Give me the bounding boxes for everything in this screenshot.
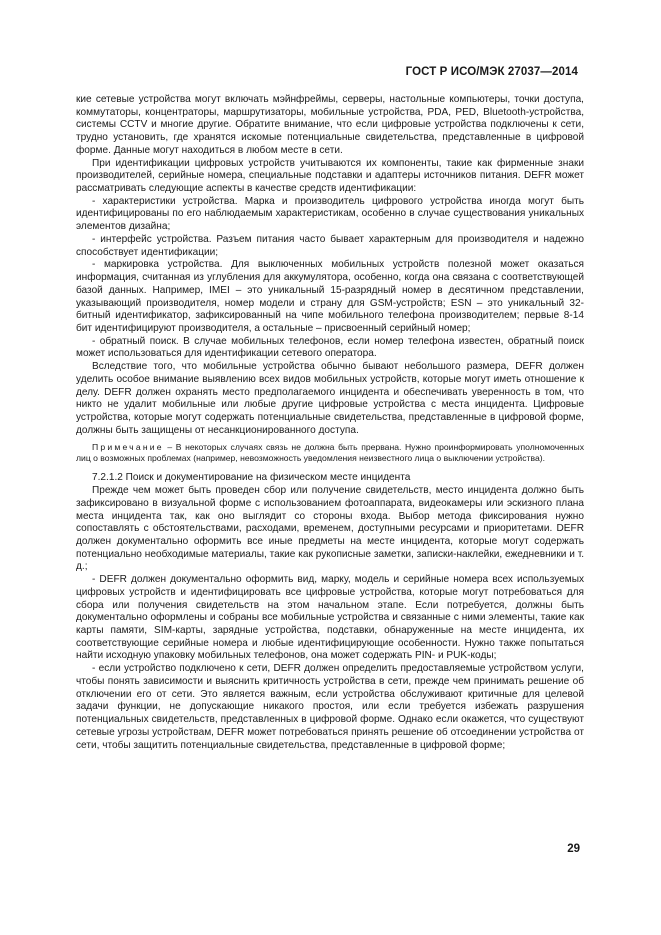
list-item: - обратный поиск. В случае мобильных телефонов, если номер телефона известен, обратный поиск может использоваться для идентификации сетевого оператора.: [76, 335, 584, 360]
note: [76, 442, 584, 464]
document-header: ГОСТ Р ИСО/МЭК 27037—2014: [405, 66, 578, 78]
section-subheading: 7.2.1.2 Поиск и документирование на физическом месте инцидента: [92, 472, 411, 484]
paragraph: Прежде чем может быть проведен сбор или получение свидетельств, место инцидента должно быть зафиксировано в визуальной форме с использованием фотоаппарата, видеокамеры или эскизного плана места инцидента так, как оно выглядит со стороны входа. Выбор метода фиксирования нужно сопоставлять с обстоятельствами, расходами, временем, доступными ресурсами и приоритетами. DEFR должен документально оформить все иные предметы на месте инцидента, которые могут содержать потенциально необходимые материалы, такие как рукописные заметки, записки-наклейки, ежедневники и т. д.;: [76, 485, 584, 573]
note-text: – В некоторых случаях связь не должна быть прервана. Нужно проинформировать уполномоченных лиц о возможных проблемах (например, невозможность уведомления неизвестного лица о выключении устройства).: [76, 442, 584, 464]
list-item: - характеристики устройства. Марка и производитель цифрового устройства иногда могут быть идентифицированы по его наблюдаемым характеристикам, особенно в случае существования уникальных элементов дизайна;: [76, 195, 584, 233]
list-item: - маркировка устройства. Для выключенных мобильных устройств полезной может оказаться информация, считанная из углубления для аккумулятора, особенно, когда она связана с соответствующей базой данных. Например, IMEI – это уникальный 15-разрядный номер в десятичном представлении, указывающий производителя, номер модели и страну для GSM-устройств; ESN – это уникальный 32-битный идентификатор, зафиксированный на чипе мобильного телефона производителем; первые 8-14 бит идентифицируют производителя, а остальные – присвоенный серийный номер;: [76, 259, 584, 334]
note-label: Примечание: [92, 442, 164, 453]
paragraph: Вследствие того, что мобильные устройства обычно бывают небольшого размера, DEFR должен уделить особое внимание выявлению всех видов мобильных устройств, которые могут иметь отношение к делу. DEFR должен охранять место предполагаемого инцидента и обеспечивать уверенность в том, что никто не удалит мобильные или любые другие цифровые устройства с места инцидента. Цифровые устройства, которые могут содержать потенциальные свидетельства, представленные в цифровой форме, должны быть защищены от несанкционированного доступа.: [76, 361, 584, 436]
paragraph: При идентификации цифровых устройств учитываются их компоненты, такие как фирменные знаки производителей, серийные номера, специальные подставки и адаптеры источников питания. DEFR может рассматривать следующие аспекты в качестве средств идентификации:: [76, 157, 584, 195]
paragraph: кие сетевые устройства могут включать мэйнфреймы, серверы, настольные компьютеры, точки доступа, коммутаторы, концентраторы, маршрутизаторы, мобильные устройства, PDA, PED, Bluetooth-устройства, системы CCTV и многие другие. Обратите внимание, что если цифровые устройства подключены к сети, трудно установить, где хранятся искомые потенциальные свидетельства, представленные в цифровой форме. Данные могут находиться в любом месте в сети.: [76, 94, 584, 156]
list-item: - если устройство подключено к сети, DEFR должен определить предоставляемые устройством услуги, чтобы понять зависимости и выяснить критичность устройства в сети, прежде чем принимать решение об отключении его от сети. Это является важным, если устройства обслуживают критичные для целевой задачи функции, не допускающие никакого простоя, или если требуется избежать разрушения потенциальных свидетельств, представленных в цифровой форме. Однако если окажется, что существуют сетевые угрозы устройствам, DEFR может потребоваться принять решение об отсоединении устройства от сети, чтобы защитить потенциальные свидетельства, представленные в цифровой форме;: [76, 663, 584, 751]
document-body: [76, 94, 584, 752]
page-number: 29: [567, 843, 580, 855]
list-item: - интерфейс устройства. Разъем питания часто бывает характерным для производителя и надежно способствует идентификации;: [76, 233, 584, 258]
list-item: - DEFR должен документально оформить вид, марку, модель и серийные номера всех используемых цифровых устройств и идентифицировать все цифровые устройства, которые могут потребоваться для сбора или получения свидетельств на этом начальном этапе. Если потребуется, должны быть документально оформлены и собраны все мобильные устройства и связанные с ними элементы, такие как карты памяти, SIM-карты, зарядные устройства, подставки, обнаруженные на месте инцидента, их соответствующие серийные номера и любые идентифицирующие особенности. Нужно также попытаться найти исходную упаковку мобильных телефонов, она может содержать PIN- и PUK-коды;: [76, 574, 584, 662]
